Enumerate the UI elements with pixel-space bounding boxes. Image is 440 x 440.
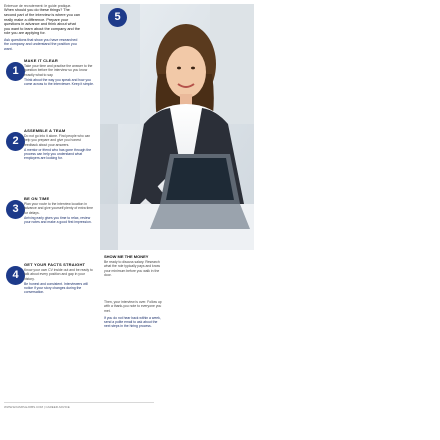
intro-block bbox=[4, 4, 82, 51]
footer-text: WWW.EXAMPLEJOBS.COM | CAREER ADVICE bbox=[4, 405, 70, 409]
number-3-badge: 3 bbox=[6, 200, 25, 219]
bullet-4-text: Know your own CV inside out and be ready to talk about every position and gap in your history. bbox=[24, 268, 93, 281]
bullet-5-text: Be ready to discuss salary. Research what the role typically pays and know your minimum before you walk in the door. bbox=[104, 260, 160, 277]
bullet-1-heading: MAKE IT CLEAR bbox=[24, 58, 58, 63]
footer-divider bbox=[4, 402, 154, 403]
closing-block bbox=[104, 300, 162, 329]
number-5-badge: 5 bbox=[108, 8, 127, 27]
bullet-3-text: Plan your route to the interview location in advance and give yourself plenty of extra time for delays. bbox=[24, 202, 93, 215]
closing-paragraph-1: Then, your interview is over. Follow up with a thank-you note to everyone you met. bbox=[104, 300, 162, 313]
intro-dark-paragraph: When should you do these things? The second part of the interview is where you can really make a difference. Prepare your questions in advance and think about what you want to learn about the company and the role you are applying for. bbox=[4, 8, 80, 36]
bullet-4-text-blue: Be honest and consistent. Interviewers will notice if your story changes during the conversation. bbox=[24, 281, 88, 295]
number-1-badge: 1 bbox=[6, 62, 25, 81]
bullet-2-heading: ASSEMBLE A TEAM bbox=[24, 128, 66, 133]
bullet-2-text-blue: A mentor or friend who has gone through the process can help you understand what employers are looking for. bbox=[24, 147, 92, 161]
bullet-3-heading: BE ON TIME bbox=[24, 196, 50, 201]
number-2-badge: 2 bbox=[6, 132, 25, 151]
number-4-badge: 4 bbox=[6, 266, 25, 285]
hero-photo bbox=[100, 4, 254, 250]
bullet-4-heading: GET YOUR FACTS STRAIGHT bbox=[24, 262, 86, 267]
intro-top-line: Entrevue de recrutement: le guide pratique. bbox=[4, 4, 72, 8]
woman-laptop-image bbox=[100, 4, 254, 250]
bullet-5-heading: SHOW ME THE MONEY bbox=[104, 254, 149, 259]
closing-paragraph-2: If you do not hear back within a week, send a polite email to ask about the next steps in the hiring process. bbox=[104, 315, 161, 329]
intro-blue-paragraph: Ask questions that show you have researched the company and understand the position you want. bbox=[4, 37, 78, 51]
bullet-2-text: Do not go into it alone. Find people who can help you prepare and give you honest feedback about your answers. bbox=[24, 134, 91, 147]
bullet-1-text-blue: Think about the way you speak and how you come across to the interviewer. Keep it simple. bbox=[24, 77, 94, 87]
bullet-3-text-blue: Arriving early gives you time to relax, review your notes and make a good first impression. bbox=[24, 215, 92, 225]
bullet-1-text: Take your time and practise the answer to the question before the interview so you know exactly what to say. bbox=[24, 64, 93, 77]
bullet-5 bbox=[104, 254, 166, 277]
